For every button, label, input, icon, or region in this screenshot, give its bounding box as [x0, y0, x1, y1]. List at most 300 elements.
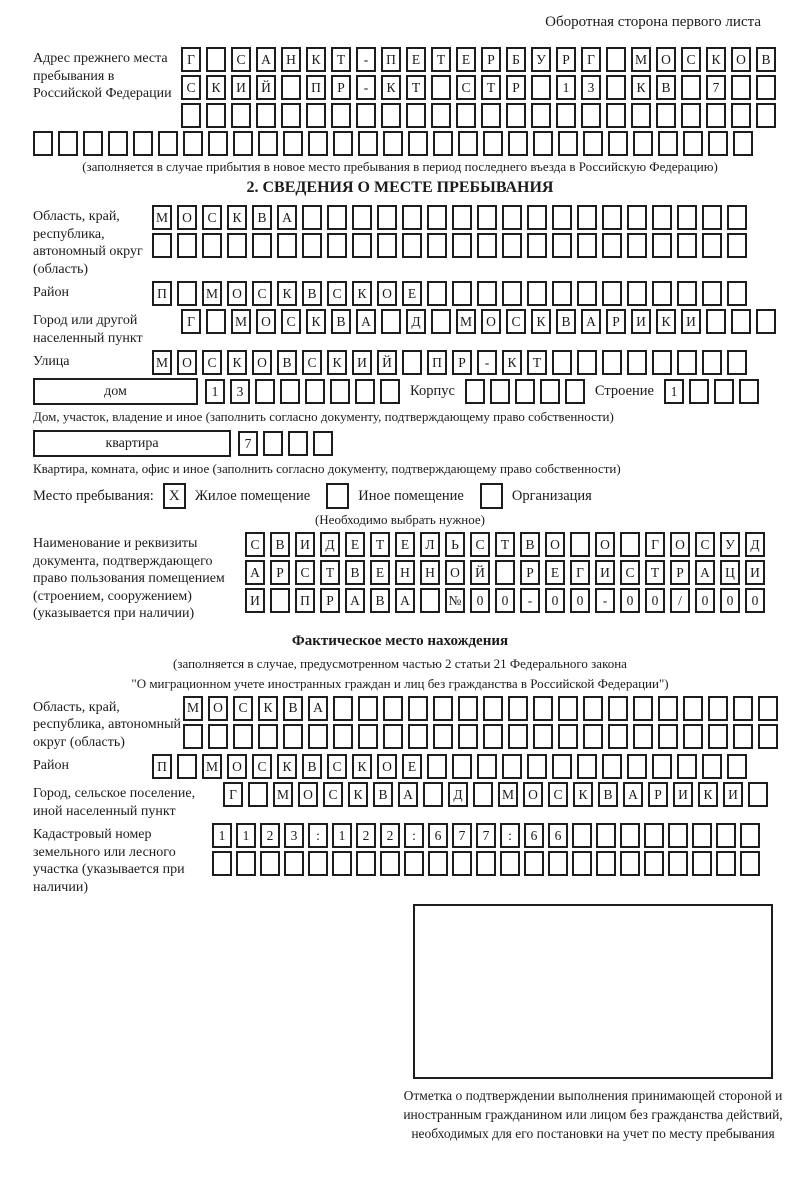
char-cell[interactable]	[508, 131, 528, 156]
char-cell[interactable]: А	[256, 47, 276, 72]
char-cell[interactable]: С	[295, 560, 315, 585]
char-cell[interactable]	[572, 823, 592, 848]
char-cell[interactable]: Н	[420, 560, 440, 585]
char-cell[interactable]: А	[581, 309, 601, 334]
char-cell[interactable]	[181, 103, 201, 128]
char-cell[interactable]: С	[695, 532, 715, 557]
char-cell[interactable]	[658, 131, 678, 156]
char-cell[interactable]: :	[308, 823, 328, 848]
char-cell[interactable]	[756, 309, 776, 334]
char-cell[interactable]: С	[506, 309, 526, 334]
char-cell[interactable]: №	[445, 588, 465, 613]
char-cell[interactable]: 2	[260, 823, 280, 848]
char-cell[interactable]: Й	[256, 75, 276, 100]
char-cell[interactable]	[558, 131, 578, 156]
char-cell[interactable]: К	[277, 754, 297, 779]
char-cell[interactable]: 0	[620, 588, 640, 613]
char-cell[interactable]	[476, 851, 496, 876]
char-cell[interactable]: М	[152, 350, 172, 375]
char-cell[interactable]	[490, 379, 510, 404]
char-cell[interactable]: В	[556, 309, 576, 334]
char-cell[interactable]	[177, 233, 197, 258]
char-cell[interactable]: О	[298, 782, 318, 807]
char-cell[interactable]	[427, 233, 447, 258]
char-cell[interactable]	[706, 103, 726, 128]
char-cell[interactable]	[352, 205, 372, 230]
char-cell[interactable]: П	[295, 588, 315, 613]
char-cell[interactable]	[633, 724, 653, 749]
char-cell[interactable]	[620, 851, 640, 876]
char-cell[interactable]	[716, 851, 736, 876]
char-cell[interactable]	[658, 724, 678, 749]
char-cell[interactable]	[652, 281, 672, 306]
stay-type-checkbox-organization[interactable]	[480, 483, 503, 509]
char-cell[interactable]: К	[352, 281, 372, 306]
char-cell[interactable]: Г	[223, 782, 243, 807]
char-cell[interactable]: С	[620, 560, 640, 585]
char-cell[interactable]	[644, 851, 664, 876]
char-cell[interactable]	[572, 851, 592, 876]
char-cell[interactable]	[527, 754, 547, 779]
char-cell[interactable]: В	[331, 309, 351, 334]
char-cell[interactable]	[714, 379, 734, 404]
char-cell[interactable]: Т	[481, 75, 501, 100]
char-cell[interactable]: И	[673, 782, 693, 807]
char-cell[interactable]	[677, 205, 697, 230]
char-cell[interactable]: -	[477, 350, 497, 375]
char-cell[interactable]: 0	[745, 588, 765, 613]
char-cell[interactable]	[333, 696, 353, 721]
char-cell[interactable]	[452, 754, 472, 779]
char-cell[interactable]	[183, 724, 203, 749]
char-cell[interactable]: О	[731, 47, 751, 72]
char-cell[interactable]	[302, 205, 322, 230]
char-cell[interactable]: Г	[581, 47, 601, 72]
char-cell[interactable]	[558, 724, 578, 749]
char-cell[interactable]	[692, 851, 712, 876]
char-cell[interactable]: Н	[281, 47, 301, 72]
char-cell[interactable]: 3	[230, 379, 250, 404]
char-cell[interactable]	[477, 281, 497, 306]
char-cell[interactable]: Й	[377, 350, 397, 375]
stay-type-checkbox-other-premises[interactable]	[326, 483, 349, 509]
char-cell[interactable]	[502, 233, 522, 258]
char-cell[interactable]	[583, 724, 603, 749]
char-cell[interactable]	[133, 131, 153, 156]
char-cell[interactable]	[552, 281, 572, 306]
char-cell[interactable]	[231, 103, 251, 128]
char-cell[interactable]	[402, 233, 422, 258]
char-cell[interactable]: В	[656, 75, 676, 100]
char-cell[interactable]: О	[227, 754, 247, 779]
char-cell[interactable]: И	[631, 309, 651, 334]
char-cell[interactable]	[406, 103, 426, 128]
char-cell[interactable]	[740, 851, 760, 876]
char-cell[interactable]	[681, 103, 701, 128]
char-cell[interactable]: С	[327, 281, 347, 306]
char-cell[interactable]	[677, 754, 697, 779]
char-cell[interactable]	[558, 696, 578, 721]
char-cell[interactable]	[280, 379, 300, 404]
char-cell[interactable]: М	[631, 47, 651, 72]
char-cell[interactable]	[248, 782, 268, 807]
char-cell[interactable]	[652, 233, 672, 258]
char-cell[interactable]	[652, 754, 672, 779]
char-cell[interactable]	[177, 281, 197, 306]
char-cell[interactable]: 6	[428, 823, 448, 848]
char-cell[interactable]: 3	[581, 75, 601, 100]
char-cell[interactable]: Г	[570, 560, 590, 585]
char-cell[interactable]	[556, 103, 576, 128]
char-cell[interactable]	[606, 75, 626, 100]
char-cell[interactable]: П	[152, 281, 172, 306]
char-cell[interactable]: В	[302, 281, 322, 306]
char-cell[interactable]	[206, 103, 226, 128]
char-cell[interactable]: -	[356, 47, 376, 72]
char-cell[interactable]: Т	[406, 75, 426, 100]
char-cell[interactable]: С	[252, 281, 272, 306]
char-cell[interactable]: В	[520, 532, 540, 557]
char-cell[interactable]	[633, 696, 653, 721]
char-cell[interactable]	[577, 233, 597, 258]
char-cell[interactable]	[668, 823, 688, 848]
char-cell[interactable]	[731, 103, 751, 128]
char-cell[interactable]	[570, 532, 590, 557]
char-cell[interactable]	[158, 131, 178, 156]
char-cell[interactable]: Е	[545, 560, 565, 585]
char-cell[interactable]	[602, 281, 622, 306]
char-cell[interactable]	[727, 233, 747, 258]
char-cell[interactable]	[327, 205, 347, 230]
char-cell[interactable]	[731, 309, 751, 334]
char-cell[interactable]	[527, 205, 547, 230]
char-cell[interactable]	[33, 131, 53, 156]
char-cell[interactable]: С	[302, 350, 322, 375]
char-cell[interactable]: 1	[332, 823, 352, 848]
char-cell[interactable]	[58, 131, 78, 156]
char-cell[interactable]	[740, 823, 760, 848]
char-cell[interactable]	[355, 379, 375, 404]
char-cell[interactable]	[527, 233, 547, 258]
char-cell[interactable]	[577, 754, 597, 779]
char-cell[interactable]: П	[427, 350, 447, 375]
char-cell[interactable]: К	[227, 350, 247, 375]
char-cell[interactable]	[281, 103, 301, 128]
char-cell[interactable]	[258, 131, 278, 156]
char-cell[interactable]	[758, 696, 778, 721]
char-cell[interactable]	[306, 103, 326, 128]
char-cell[interactable]: С	[252, 754, 272, 779]
char-cell[interactable]: М	[183, 696, 203, 721]
char-cell[interactable]	[206, 47, 226, 72]
char-cell[interactable]: 1	[205, 379, 225, 404]
char-cell[interactable]	[358, 724, 378, 749]
char-cell[interactable]: С	[456, 75, 476, 100]
char-cell[interactable]: К	[706, 47, 726, 72]
char-cell[interactable]: В	[270, 532, 290, 557]
char-cell[interactable]	[502, 754, 522, 779]
char-cell[interactable]	[527, 281, 547, 306]
char-cell[interactable]: -	[595, 588, 615, 613]
char-cell[interactable]: А	[623, 782, 643, 807]
char-cell[interactable]	[620, 823, 640, 848]
char-cell[interactable]: 7	[476, 823, 496, 848]
char-cell[interactable]: О	[252, 350, 272, 375]
char-cell[interactable]: :	[500, 823, 520, 848]
char-cell[interactable]	[583, 696, 603, 721]
char-cell[interactable]: К	[531, 309, 551, 334]
char-cell[interactable]: Е	[395, 532, 415, 557]
char-cell[interactable]	[277, 233, 297, 258]
char-cell[interactable]	[739, 379, 759, 404]
char-cell[interactable]	[596, 823, 616, 848]
char-cell[interactable]: 2	[356, 823, 376, 848]
char-cell[interactable]: Д	[320, 532, 340, 557]
char-cell[interactable]: С	[323, 782, 343, 807]
char-cell[interactable]	[733, 724, 753, 749]
char-cell[interactable]	[270, 588, 290, 613]
char-cell[interactable]	[608, 724, 628, 749]
char-cell[interactable]	[540, 379, 560, 404]
char-cell[interactable]: С	[327, 754, 347, 779]
char-cell[interactable]: -	[356, 75, 376, 100]
char-cell[interactable]: О	[177, 205, 197, 230]
char-cell[interactable]	[668, 851, 688, 876]
char-cell[interactable]: К	[206, 75, 226, 100]
char-cell[interactable]	[427, 754, 447, 779]
char-cell[interactable]: Е	[406, 47, 426, 72]
char-cell[interactable]	[583, 131, 603, 156]
char-cell[interactable]	[524, 851, 544, 876]
char-cell[interactable]	[508, 724, 528, 749]
char-cell[interactable]	[281, 75, 301, 100]
char-cell[interactable]	[358, 131, 378, 156]
char-cell[interactable]: Е	[456, 47, 476, 72]
char-cell[interactable]	[677, 233, 697, 258]
char-cell[interactable]	[727, 281, 747, 306]
char-cell[interactable]: О	[445, 560, 465, 585]
char-cell[interactable]	[284, 851, 304, 876]
char-cell[interactable]	[313, 431, 333, 456]
char-cell[interactable]: Ь	[445, 532, 465, 557]
char-cell[interactable]	[596, 851, 616, 876]
char-cell[interactable]	[683, 724, 703, 749]
char-cell[interactable]: 1	[556, 75, 576, 100]
char-cell[interactable]	[733, 696, 753, 721]
char-cell[interactable]	[689, 379, 709, 404]
char-cell[interactable]: К	[352, 754, 372, 779]
char-cell[interactable]: С	[231, 47, 251, 72]
char-cell[interactable]	[331, 103, 351, 128]
char-cell[interactable]	[602, 350, 622, 375]
char-cell[interactable]	[380, 379, 400, 404]
char-cell[interactable]: Т	[495, 532, 515, 557]
char-cell[interactable]	[565, 379, 585, 404]
char-cell[interactable]: Е	[370, 560, 390, 585]
char-cell[interactable]: 3	[284, 823, 304, 848]
char-cell[interactable]	[427, 281, 447, 306]
char-cell[interactable]	[252, 233, 272, 258]
char-cell[interactable]: Ц	[720, 560, 740, 585]
char-cell[interactable]	[733, 131, 753, 156]
char-cell[interactable]	[404, 851, 424, 876]
char-cell[interactable]	[356, 851, 376, 876]
char-cell[interactable]: К	[306, 47, 326, 72]
char-cell[interactable]: А	[308, 696, 328, 721]
char-cell[interactable]	[531, 103, 551, 128]
char-cell[interactable]: О	[481, 309, 501, 334]
char-cell[interactable]	[708, 131, 728, 156]
char-cell[interactable]: О	[256, 309, 276, 334]
char-cell[interactable]: Г	[181, 47, 201, 72]
char-cell[interactable]	[420, 588, 440, 613]
char-cell[interactable]	[380, 851, 400, 876]
char-cell[interactable]: К	[656, 309, 676, 334]
char-cell[interactable]	[383, 131, 403, 156]
char-cell[interactable]: С	[281, 309, 301, 334]
char-cell[interactable]	[333, 724, 353, 749]
char-cell[interactable]: И	[595, 560, 615, 585]
char-cell[interactable]: 0	[495, 588, 515, 613]
char-cell[interactable]	[283, 724, 303, 749]
char-cell[interactable]	[483, 131, 503, 156]
char-cell[interactable]: Л	[420, 532, 440, 557]
char-cell[interactable]	[602, 754, 622, 779]
char-cell[interactable]: Т	[331, 47, 351, 72]
char-cell[interactable]: 7	[452, 823, 472, 848]
char-cell[interactable]	[602, 233, 622, 258]
char-cell[interactable]	[428, 851, 448, 876]
char-cell[interactable]	[452, 233, 472, 258]
char-cell[interactable]	[656, 103, 676, 128]
char-cell[interactable]: С	[245, 532, 265, 557]
char-cell[interactable]	[756, 103, 776, 128]
char-cell[interactable]: У	[531, 47, 551, 72]
char-cell[interactable]	[758, 724, 778, 749]
char-cell[interactable]: О	[177, 350, 197, 375]
char-cell[interactable]	[408, 724, 428, 749]
char-cell[interactable]	[620, 532, 640, 557]
char-cell[interactable]	[483, 724, 503, 749]
char-cell[interactable]	[652, 205, 672, 230]
char-cell[interactable]: 0	[720, 588, 740, 613]
char-cell[interactable]	[681, 75, 701, 100]
char-cell[interactable]	[427, 205, 447, 230]
stay-type-checkbox-residential[interactable]: X	[163, 483, 186, 509]
char-cell[interactable]	[381, 103, 401, 128]
char-cell[interactable]	[706, 309, 726, 334]
char-cell[interactable]: В	[277, 350, 297, 375]
char-cell[interactable]: В	[283, 696, 303, 721]
char-cell[interactable]: А	[277, 205, 297, 230]
char-cell[interactable]	[515, 379, 535, 404]
char-cell[interactable]	[433, 131, 453, 156]
char-cell[interactable]: К	[327, 350, 347, 375]
char-cell[interactable]: Е	[345, 532, 365, 557]
char-cell[interactable]	[716, 823, 736, 848]
char-cell[interactable]	[236, 851, 256, 876]
char-cell[interactable]: О	[656, 47, 676, 72]
char-cell[interactable]: И	[295, 532, 315, 557]
char-cell[interactable]	[308, 851, 328, 876]
char-cell[interactable]	[473, 782, 493, 807]
char-cell[interactable]	[756, 75, 776, 100]
char-cell[interactable]	[627, 205, 647, 230]
char-cell[interactable]	[356, 103, 376, 128]
char-cell[interactable]	[408, 696, 428, 721]
char-cell[interactable]	[431, 75, 451, 100]
char-cell[interactable]: Р	[320, 588, 340, 613]
char-cell[interactable]	[533, 724, 553, 749]
char-cell[interactable]	[308, 131, 328, 156]
char-cell[interactable]: М	[456, 309, 476, 334]
char-cell[interactable]	[677, 281, 697, 306]
char-cell[interactable]	[633, 131, 653, 156]
char-cell[interactable]: К	[258, 696, 278, 721]
char-cell[interactable]: В	[252, 205, 272, 230]
char-cell[interactable]: Г	[181, 309, 201, 334]
char-cell[interactable]	[283, 131, 303, 156]
char-cell[interactable]: О	[377, 754, 397, 779]
char-cell[interactable]	[552, 205, 572, 230]
char-cell[interactable]: И	[681, 309, 701, 334]
char-cell[interactable]	[452, 281, 472, 306]
char-cell[interactable]	[330, 379, 350, 404]
char-cell[interactable]	[402, 205, 422, 230]
char-cell[interactable]: И	[231, 75, 251, 100]
char-cell[interactable]	[627, 281, 647, 306]
char-cell[interactable]	[255, 379, 275, 404]
char-cell[interactable]: 1	[212, 823, 232, 848]
char-cell[interactable]	[606, 103, 626, 128]
char-cell[interactable]: О	[227, 281, 247, 306]
char-cell[interactable]: К	[573, 782, 593, 807]
char-cell[interactable]	[377, 233, 397, 258]
char-cell[interactable]: 0	[545, 588, 565, 613]
char-cell[interactable]	[577, 281, 597, 306]
char-cell[interactable]: Т	[320, 560, 340, 585]
char-cell[interactable]: В	[598, 782, 618, 807]
char-cell[interactable]: А	[695, 560, 715, 585]
char-cell[interactable]	[577, 350, 597, 375]
char-cell[interactable]	[305, 379, 325, 404]
char-cell[interactable]: О	[545, 532, 565, 557]
char-cell[interactable]: И	[352, 350, 372, 375]
char-cell[interactable]	[332, 851, 352, 876]
char-cell[interactable]: 7	[238, 431, 258, 456]
char-cell[interactable]: С	[202, 205, 222, 230]
char-cell[interactable]: 0	[695, 588, 715, 613]
char-cell[interactable]	[260, 851, 280, 876]
char-cell[interactable]	[302, 233, 322, 258]
char-cell[interactable]	[452, 205, 472, 230]
char-cell[interactable]: П	[381, 47, 401, 72]
char-cell[interactable]: К	[227, 205, 247, 230]
char-cell[interactable]: Е	[402, 754, 422, 779]
char-cell[interactable]	[502, 205, 522, 230]
char-cell[interactable]	[402, 350, 422, 375]
char-cell[interactable]: 0	[645, 588, 665, 613]
char-cell[interactable]: Б	[506, 47, 526, 72]
char-cell[interactable]: М	[273, 782, 293, 807]
char-cell[interactable]	[208, 131, 228, 156]
char-cell[interactable]	[602, 205, 622, 230]
char-cell[interactable]: Р	[481, 47, 501, 72]
char-cell[interactable]: А	[245, 560, 265, 585]
char-cell[interactable]: Д	[406, 309, 426, 334]
char-cell[interactable]: :	[404, 823, 424, 848]
char-cell[interactable]	[683, 696, 703, 721]
